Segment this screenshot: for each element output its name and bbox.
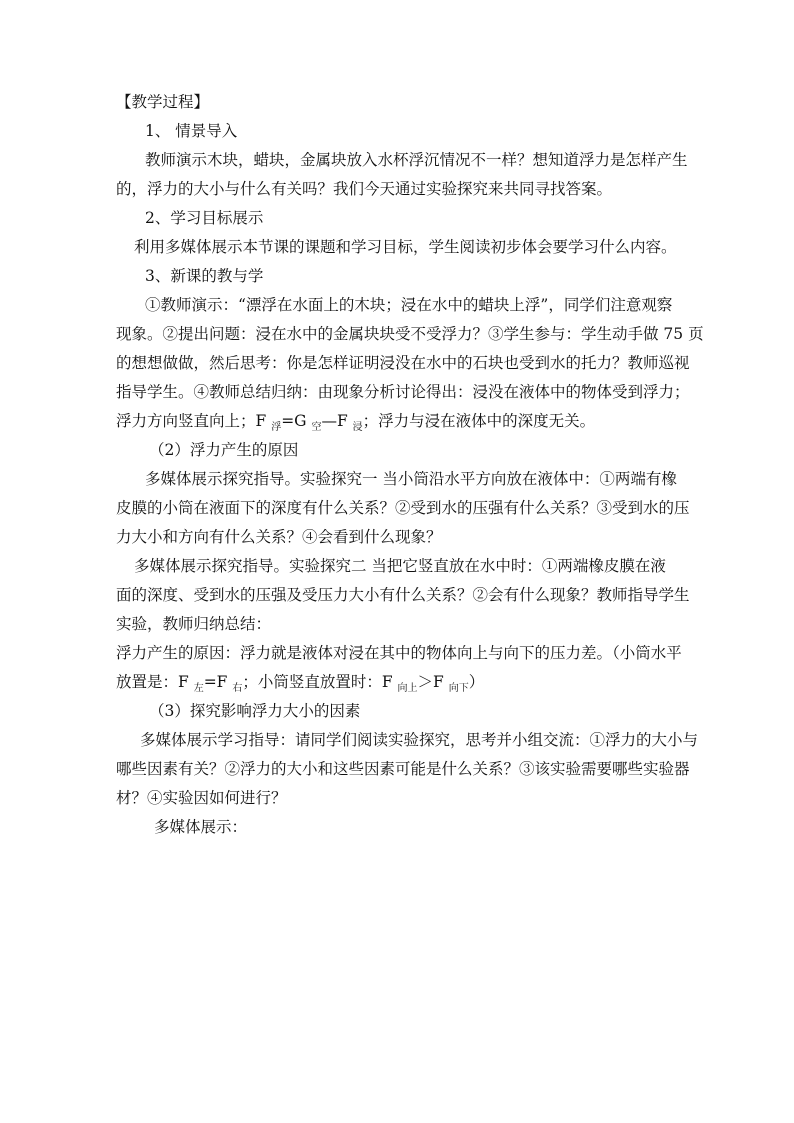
paragraph-5-line-2: 面的深度、受到水的压强及受压力大小有什么关系？②会有什么现象？教师指导学生 — [116, 586, 690, 604]
paragraph-3-line-5 — [116, 407, 712, 436]
section-heading: 【教学过程】 — [116, 93, 210, 111]
paragraph-7-line-3: 材？④实验因如何进行？ — [116, 789, 287, 807]
document-body — [116, 88, 712, 842]
paragraph-1-line-2: 的，浮力的大小与什么有关吗？我们今天通过实验探究来共同寻找答案。 — [116, 180, 613, 198]
formula-subscript: 向下 — [448, 683, 469, 695]
formula-text: 浮力方向竖直向上；F — [116, 412, 272, 430]
paragraph-7-line-2: 哪些因素有关？②浮力的大小和这些因素可能是什么关系？③该实验需要哪些实验器 — [116, 760, 690, 778]
paragraph-6-line-1: 浮力产生的原因：浮力就是液体对浸在其中的物体向上与向下的压力差。（小筒水平 — [116, 644, 682, 662]
formula-subscript: 浮 — [271, 422, 282, 434]
formula-subscript: 空 — [311, 422, 322, 434]
paragraph-1-line-1: 教师演示木块，蜡块，金属块放入水杯浮沉情况不一样？想知道浮力是怎样产生 — [145, 151, 688, 169]
paragraph-3-line-1: ①教师演示：“漂浮在水面上的木块；浸在水中的蜡块上浮”，同学们注意观察 — [145, 296, 673, 314]
paragraph-3-line-3: 的想想做做，然后思考：你是怎样证明浸没在水中的石块也受到水的托力？教师巡视 — [116, 354, 690, 372]
formula-text: =F — [203, 673, 233, 691]
paragraph-4-line-1: 多媒体展示探究指导。实验探究一 当小筒沿水平方向放在液体中：①两端有橡 — [145, 470, 677, 488]
paragraph-3-line-4: 指导学生。④教师总结归纳：由现象分析讨论得出：浸没在液体中的物体受到浮力； — [116, 383, 690, 401]
subsection-title-3: 3、新课的教与学 — [145, 267, 264, 285]
subsection-title-5: （3）探究影响浮力大小的因素 — [149, 702, 361, 720]
paragraph-7-line-1: 多媒体展示学习指导：请同学们阅读实验探究，思考并小组交流：①浮力的大小与 — [140, 731, 699, 749]
formula-subscript: 浸 — [352, 422, 363, 434]
formula-subscript: 向上 — [397, 683, 418, 695]
paragraph-5-line-3: 实验，教师归纳总结： — [116, 615, 272, 633]
formula-text: =G — [281, 412, 312, 430]
paragraph-4-line-3: 力大小和方向有什么关系？④会看到什么现象？ — [116, 528, 442, 546]
formula-text: ；小筒竖直放置时：F — [242, 673, 398, 691]
formula-subscript: 左 — [193, 683, 204, 695]
paragraph-3-line-2: 现象。②提出问题：浸在水中的金属块块受不受浮力？③学生参与：学生动手做 75 页 — [116, 325, 704, 343]
paragraph-8-line-1: 多媒体展示： — [154, 818, 248, 836]
paragraph-4-line-2: 皮膜的小筒在液面下的深度有什么关系？②受到水的压强有什么关系？③受到水的压 — [116, 499, 690, 517]
formula-text: ） — [468, 673, 485, 691]
paragraph-2-line-1: 利用多媒体展示本节课的课题和学习目标，学生阅读初步体会要学习什么内容。 — [134, 238, 677, 256]
formula-text: —F — [321, 412, 353, 430]
formula-text: 放置是：F — [116, 673, 194, 691]
subsection-title-2: 2、学习目标展示 — [145, 209, 264, 227]
formula-text: ；浮力与浸在液体中的深度无关。 — [362, 412, 596, 430]
paragraph-6-line-2 — [116, 668, 712, 697]
subsection-title-1: 1、 情景导入 — [145, 122, 238, 140]
formula-subscript: 右 — [232, 683, 243, 695]
subsection-title-4: （2）浮力产生的原因 — [149, 441, 299, 459]
paragraph-5-line-1: 多媒体展示探究指导。实验探究二 当把它竖直放在水中时：①两端橡皮膜在液 — [134, 557, 666, 575]
formula-text: ＞F — [417, 673, 449, 691]
